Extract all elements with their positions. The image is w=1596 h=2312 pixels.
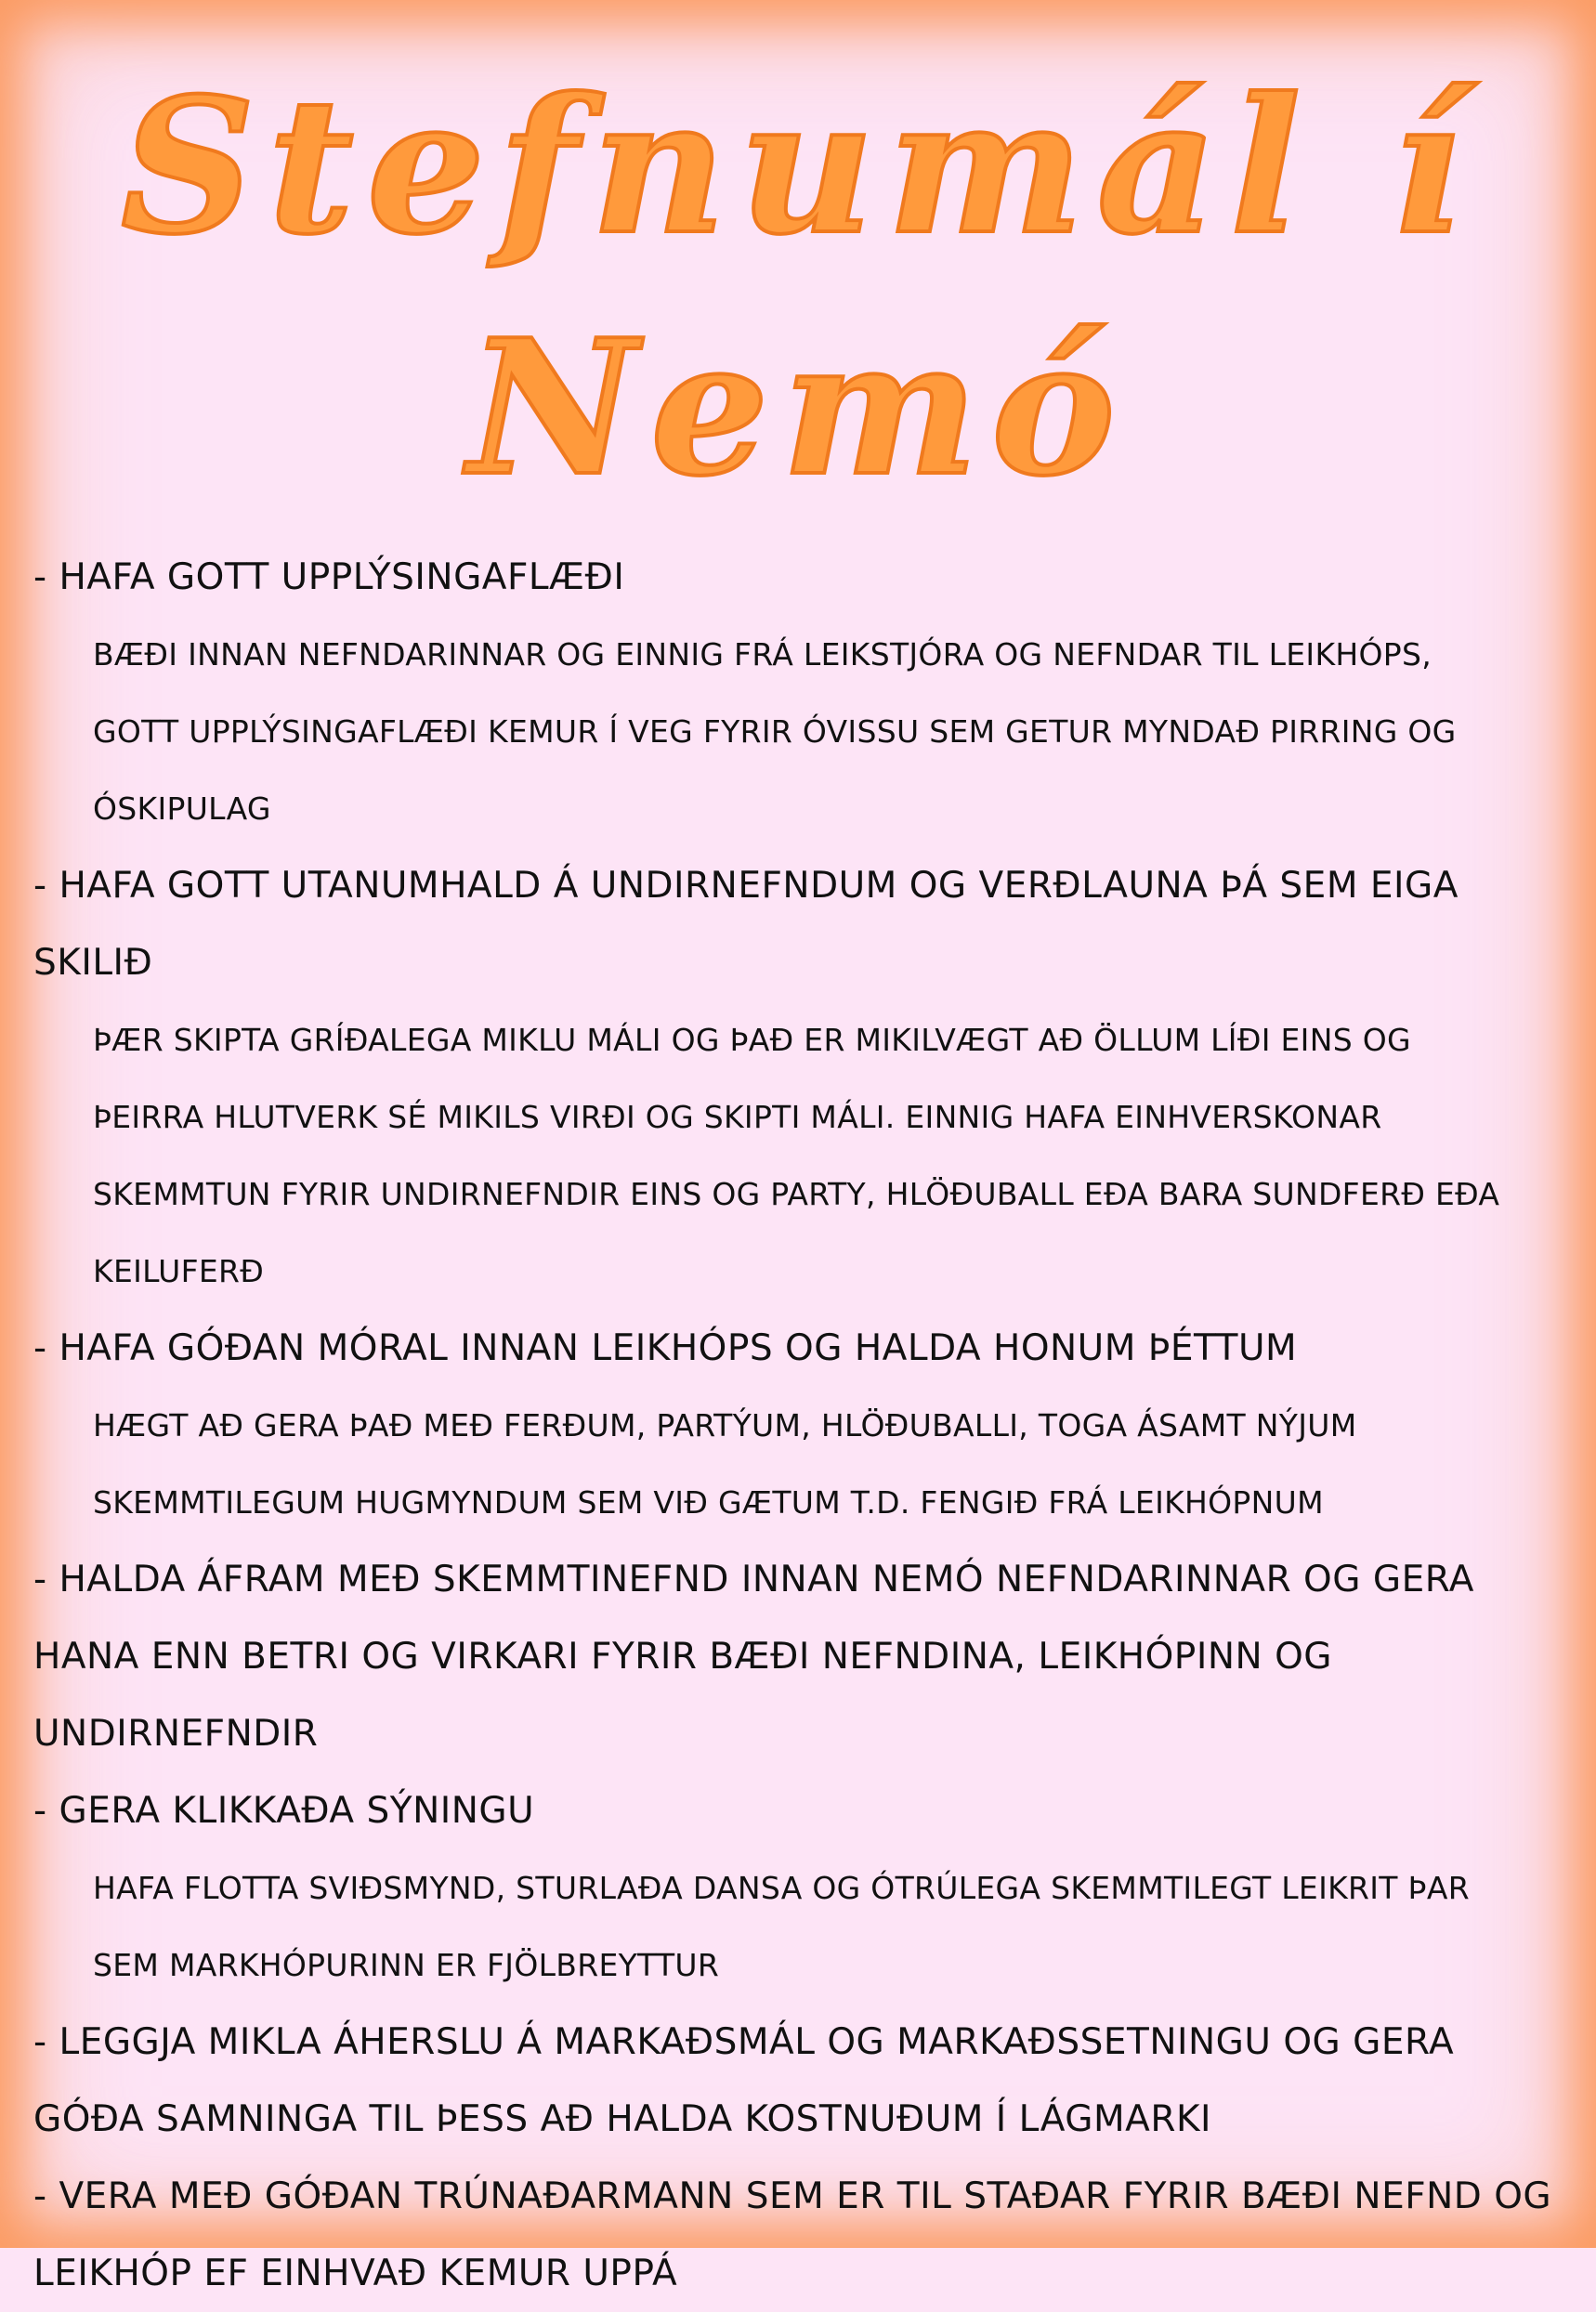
- policy-heading: - HALDA ÁFRAM MEÐ SKEMMTINEFND INNAN NEMÓ NEFNDARINNAR OG GERA HANA ENN BETRI OG VIRKARI FYRIR BÆÐI NEFNDINA, LEIKHÓPINN OG UNDIRNEFNDIR: [33, 1559, 1474, 1755]
- title-line-1: Stefnumál í: [121, 58, 1475, 276]
- policy-detail-line: BÆÐI INNAN NEFNDARINNAR OG EINNIG FRÁ LEIKSTJÓRA OG NEFNDAR TIL LEIKHÓPS,: [93, 636, 1432, 673]
- policy-heading: - HAFA GOTT UPPLÝSINGAFLÆÐI: [33, 556, 625, 598]
- policy-detail-line: ÞÆR SKIPTA GRÍÐALEGA MIKLU MÁLI OG ÞAÐ ER MIKILVÆGT AÐ ÖLLUM LÍÐI EINS OG: [93, 1022, 1411, 1058]
- policy-item: [33, 539, 1557, 847]
- policy-item: [33, 1310, 1557, 1541]
- policy-detail-line: GOTT UPPLÝSINGAFLÆÐI KEMUR Í VEG FYRIR ÓVISSU SEM GETUR MYNDAÐ PIRRING OG: [93, 713, 1457, 750]
- policy-heading: - VERA MEÐ GÓÐAN TRÚNAÐARMANN SEM ER TIL STAÐAR FYRIR BÆÐI NEFND OG LEIKHÓP EF EINHVAÐ KEMUR UPPÁ: [33, 2175, 1552, 2294]
- policy-item: [33, 1541, 1557, 1772]
- title-line-2: Nemó: [467, 299, 1129, 517]
- policy-item: [33, 2158, 1557, 2312]
- policy-heading: - LEGGJA MIKLA ÁHERSLU Á MARKAÐSMÁL OG MARKAÐSSETNINGU OG GERA GÓÐA SAMNINGA TIL ÞESS AÐ HALDA KOSTNUÐUM Í LÁGMARKI: [33, 2021, 1455, 2140]
- policy-detail-line: HÆGT AÐ GERA ÞAÐ MEÐ FERÐUM, PARTÝUM, HLÖÐUBALLI, TOGA ÁSAMT NÝJUM: [93, 1407, 1357, 1443]
- policy-heading: - GERA KLIKKAÐA SÝNINGU: [33, 1790, 535, 1832]
- policy-item: [33, 2004, 1557, 2158]
- policy-item: [33, 847, 1557, 1310]
- policy-list: [33, 539, 1557, 2312]
- policy-detail-line: SEM MARKHÓPURINN ER FJÖLBREYTTUR: [93, 1947, 720, 1983]
- policy-detail-line: HAFA FLOTTA SVIÐSMYND, STURLAÐA DANSA OG ÓTRÚLEGA SKEMMTILEGT LEIKRIT ÞAR: [93, 1870, 1470, 1906]
- policy-item: [33, 1772, 1557, 2004]
- policy-heading: - HAFA GOTT UTANUMHALD Á UNDIRNEFNDUM OG VERÐLAUNA ÞÁ SEM EIGA SKILIÐ: [33, 865, 1459, 984]
- policy-detail-line: KEILUFERÐ: [93, 1253, 265, 1289]
- policy-detail-line: SKEMMTILEGUM HUGMYNDUM SEM VIÐ GÆTUM T.D. FENGIÐ FRÁ LEIKHÓPNUM: [93, 1484, 1324, 1521]
- policy-detail-line: SKEMMTUN FYRIR UNDIRNEFNDIR EINS OG PARTY, HLÖÐUBALL EÐA BARA SUNDFERÐ EÐA: [93, 1176, 1500, 1212]
- policy-detail-line: ÞEIRRA HLUTVERK SÉ MIKILS VIRÐI OG SKIPTI MÁLI. EINNIG HAFA EINHVERSKONAR: [93, 1099, 1382, 1135]
- policy-detail-line: ÓSKIPULAG: [93, 790, 271, 827]
- policy-heading: - HAFA GÓÐAN MÓRAL INNAN LEIKHÓPS OG HALDA HONUM ÞÉTTUM: [33, 1327, 1298, 1369]
